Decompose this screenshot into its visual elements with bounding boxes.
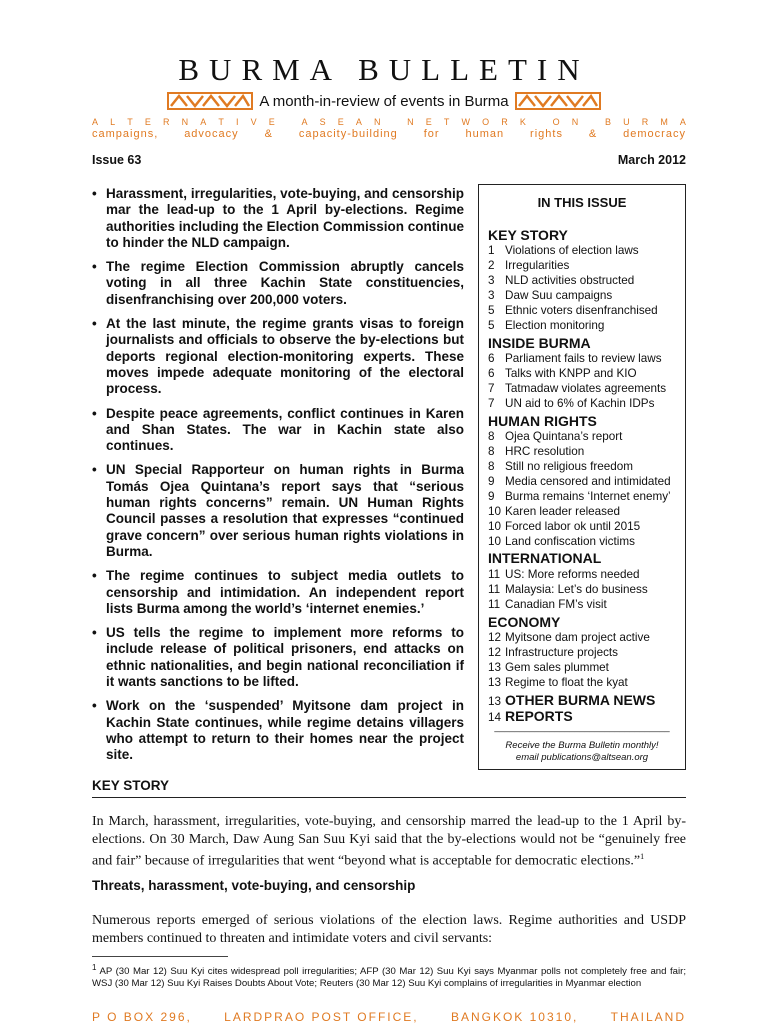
key-story-paragraph: In March, harassment, irregularities, vote-buying, and censorship marred the lead-up to the 1 April by-elections. On 30 March, Daw Aung San Suu Kyi said that the by-elections would not be “genuinely free and fair” because of irregularities that went “beyond what is acceptable for democratic elections.”$^1$ (92, 814, 686, 869)
toc-item[interactable]: 3 NLD activities obstructed (488, 274, 635, 287)
section-heading-economy: ECONOMY (488, 614, 561, 630)
section-heading-international: INTERNATIONAL (488, 550, 602, 566)
toc-item[interactable]: 10 Forced labor ok until 2015 (488, 520, 641, 533)
toc-item[interactable]: 13 Gem sales plummet (488, 661, 609, 674)
toc-item[interactable]: 12 Myitsone dam project active (488, 631, 650, 644)
toc-item[interactable]: 11 Malaysia: Let’s do business (488, 583, 648, 596)
footnote: $^1$ AP (30 Mar 12) Suu Kyi cites widespread poll irregularities; AFP (30 Mar 12) Suu Kyi says Myanmar polls not completely free and fair; WSJ (30 Mar 12) Suu Kyi Raises Doubts About Vote; Reuters (30 Mar 12) Suu Kyi complains of irregularities in Myanmar election (92, 963, 686, 990)
sidebar-title: IN THIS ISSUE (537, 195, 627, 210)
issue-number: Issue 63 (92, 153, 142, 167)
toc-item[interactable]: 7 Tatmadaw violates agreements (488, 382, 667, 395)
toc-item[interactable]: 11 US: More reforms needed (488, 568, 640, 581)
footnote-ref[interactable]: 1 (640, 852, 645, 861)
body-paragraph: Numerous reports emerged of serious violations of the election laws. Regime authorities and USDP members continued to threaten and intimidate voters and civil servants: (92, 913, 686, 946)
highlight-item: • Harassment, irregularities, vote-buying, and censorship mar the lead-up to the 1 April by-elections. Regime authorities including the Election Commission continue to hinder the NLD campaign. (92, 186, 464, 251)
key-story-divider (92, 797, 686, 798)
toc-item[interactable]: 1 Violations of election laws (488, 244, 639, 257)
section-heading-human-rights: HUMAN RIGHTS (488, 413, 597, 429)
highlight-item: • US tells the regime to implement more reforms to include release of political prisoners, end attacks on ethnic nationalities, and begin national reconciliation if it wants sanctions to be lifted. (92, 625, 464, 690)
footer-address: P O BOX 296, LARDPRAO POST OFFICE, BANGKOK 10310, THAILAND (92, 1010, 686, 1024)
sidebar-rule: ___________________________________ (494, 722, 670, 732)
toc-item[interactable]: 13 Regime to float the kyat (488, 676, 628, 689)
tagline: A month-in-review of events in Burma (259, 92, 509, 110)
highlights-list (92, 186, 464, 772)
toc-item[interactable]: 10 Karen leader released (488, 505, 621, 518)
tagline-row (0, 92, 768, 110)
toc-item-other-news[interactable]: 13 OTHER BURMA NEWS (488, 692, 656, 708)
issue-row (92, 153, 686, 167)
toc-item[interactable]: 11 Canadian FM’s visit (488, 598, 607, 611)
toc-item[interactable]: 9 Burma remains ‘Internet enemy’ (488, 490, 671, 503)
toc-item[interactable]: 3 Daw Suu campaigns (488, 289, 613, 302)
highlight-item: • The regime continues to subject media outlets to censorship and intimidation. An independent report lists Burma among the world’s ‘internet enemies.’ (92, 568, 464, 617)
subscribe-note: Receive the Burma Bulletin monthly! (505, 740, 659, 751)
campaign-line: campaigns, advocacy & capacity-building for human rights & democracy (92, 128, 686, 140)
toc-item[interactable]: 10 Land confiscation victims (488, 535, 635, 548)
ornament-right-icon (515, 92, 601, 110)
masthead-title: BURMA BULLETIN (178, 52, 590, 87)
toc-item[interactable]: 5 Election monitoring (488, 319, 605, 332)
highlight-item: • Work on the ‘suspended’ Myitsone dam project in Kachin State continues, while regime detains villagers who attempt to return to their homes near the project site. (92, 698, 464, 763)
issue-date: March 2012 (617, 153, 686, 167)
toc-item[interactable]: 2 Irregularities (488, 259, 570, 272)
section-subheading: Threats, harassment, vote-buying, and censorship (92, 878, 416, 893)
toc-item[interactable]: 8 Still no religious freedom (488, 460, 633, 473)
network-line: A L T E R N A T I V E A S E A N N E T W O R K O N B U R M A (92, 117, 686, 127)
toc-item[interactable]: 5 Ethnic voters disenfranchised (488, 304, 658, 317)
toc-item[interactable]: 8 Ojea Quintana’s report (488, 430, 623, 443)
toc-item[interactable]: 12 Infrastructure projects (488, 646, 619, 659)
toc-item-reports[interactable]: 14 REPORTS (488, 708, 573, 724)
ornament-left-icon (167, 92, 253, 110)
toc-item[interactable]: 6 Parliament fails to review laws (488, 352, 662, 365)
key-story-label: KEY STORY (92, 778, 170, 793)
toc-item[interactable]: 9 Media censored and intimidated (488, 475, 671, 488)
in-this-issue-box (478, 184, 686, 770)
subscribe-email[interactable]: email publications@altsean.org (515, 752, 649, 763)
highlight-item: • At the last minute, the regime grants visas to foreign journalists and officials to observe the by-elections but deports regional election-monitoring experts. These moves impede adequate monitoring of the electoral process. (92, 316, 464, 397)
toc-item[interactable]: 6 Talks with KNPP and KIO (488, 367, 637, 380)
highlight-item: • The regime Election Commission abruptly cancels voting in all three Kachin State constituencies, disenfranchising over 200,000 voters. (92, 259, 464, 308)
toc-item[interactable]: 8 HRC resolution (488, 445, 585, 458)
section-heading-key-story: KEY STORY (488, 227, 568, 243)
highlight-item: • Despite peace agreements, conflict continues in Karen and Shan States. The war in Kachin state also continues. (92, 406, 464, 455)
toc-item[interactable]: 7 UN aid to 6% of Kachin IDPs (488, 397, 655, 410)
section-heading-inside-burma: INSIDE BURMA (488, 335, 591, 351)
footnote-divider (92, 956, 228, 957)
highlight-item: • UN Special Rapporteur on human rights in Burma Tomás Ojea Quintana’s report says that “serious human rights concerns” remain. UN Human Rights Council passes a resolution that expresses “continued grave concern” over serious human rights violations in Burma. (92, 462, 464, 560)
